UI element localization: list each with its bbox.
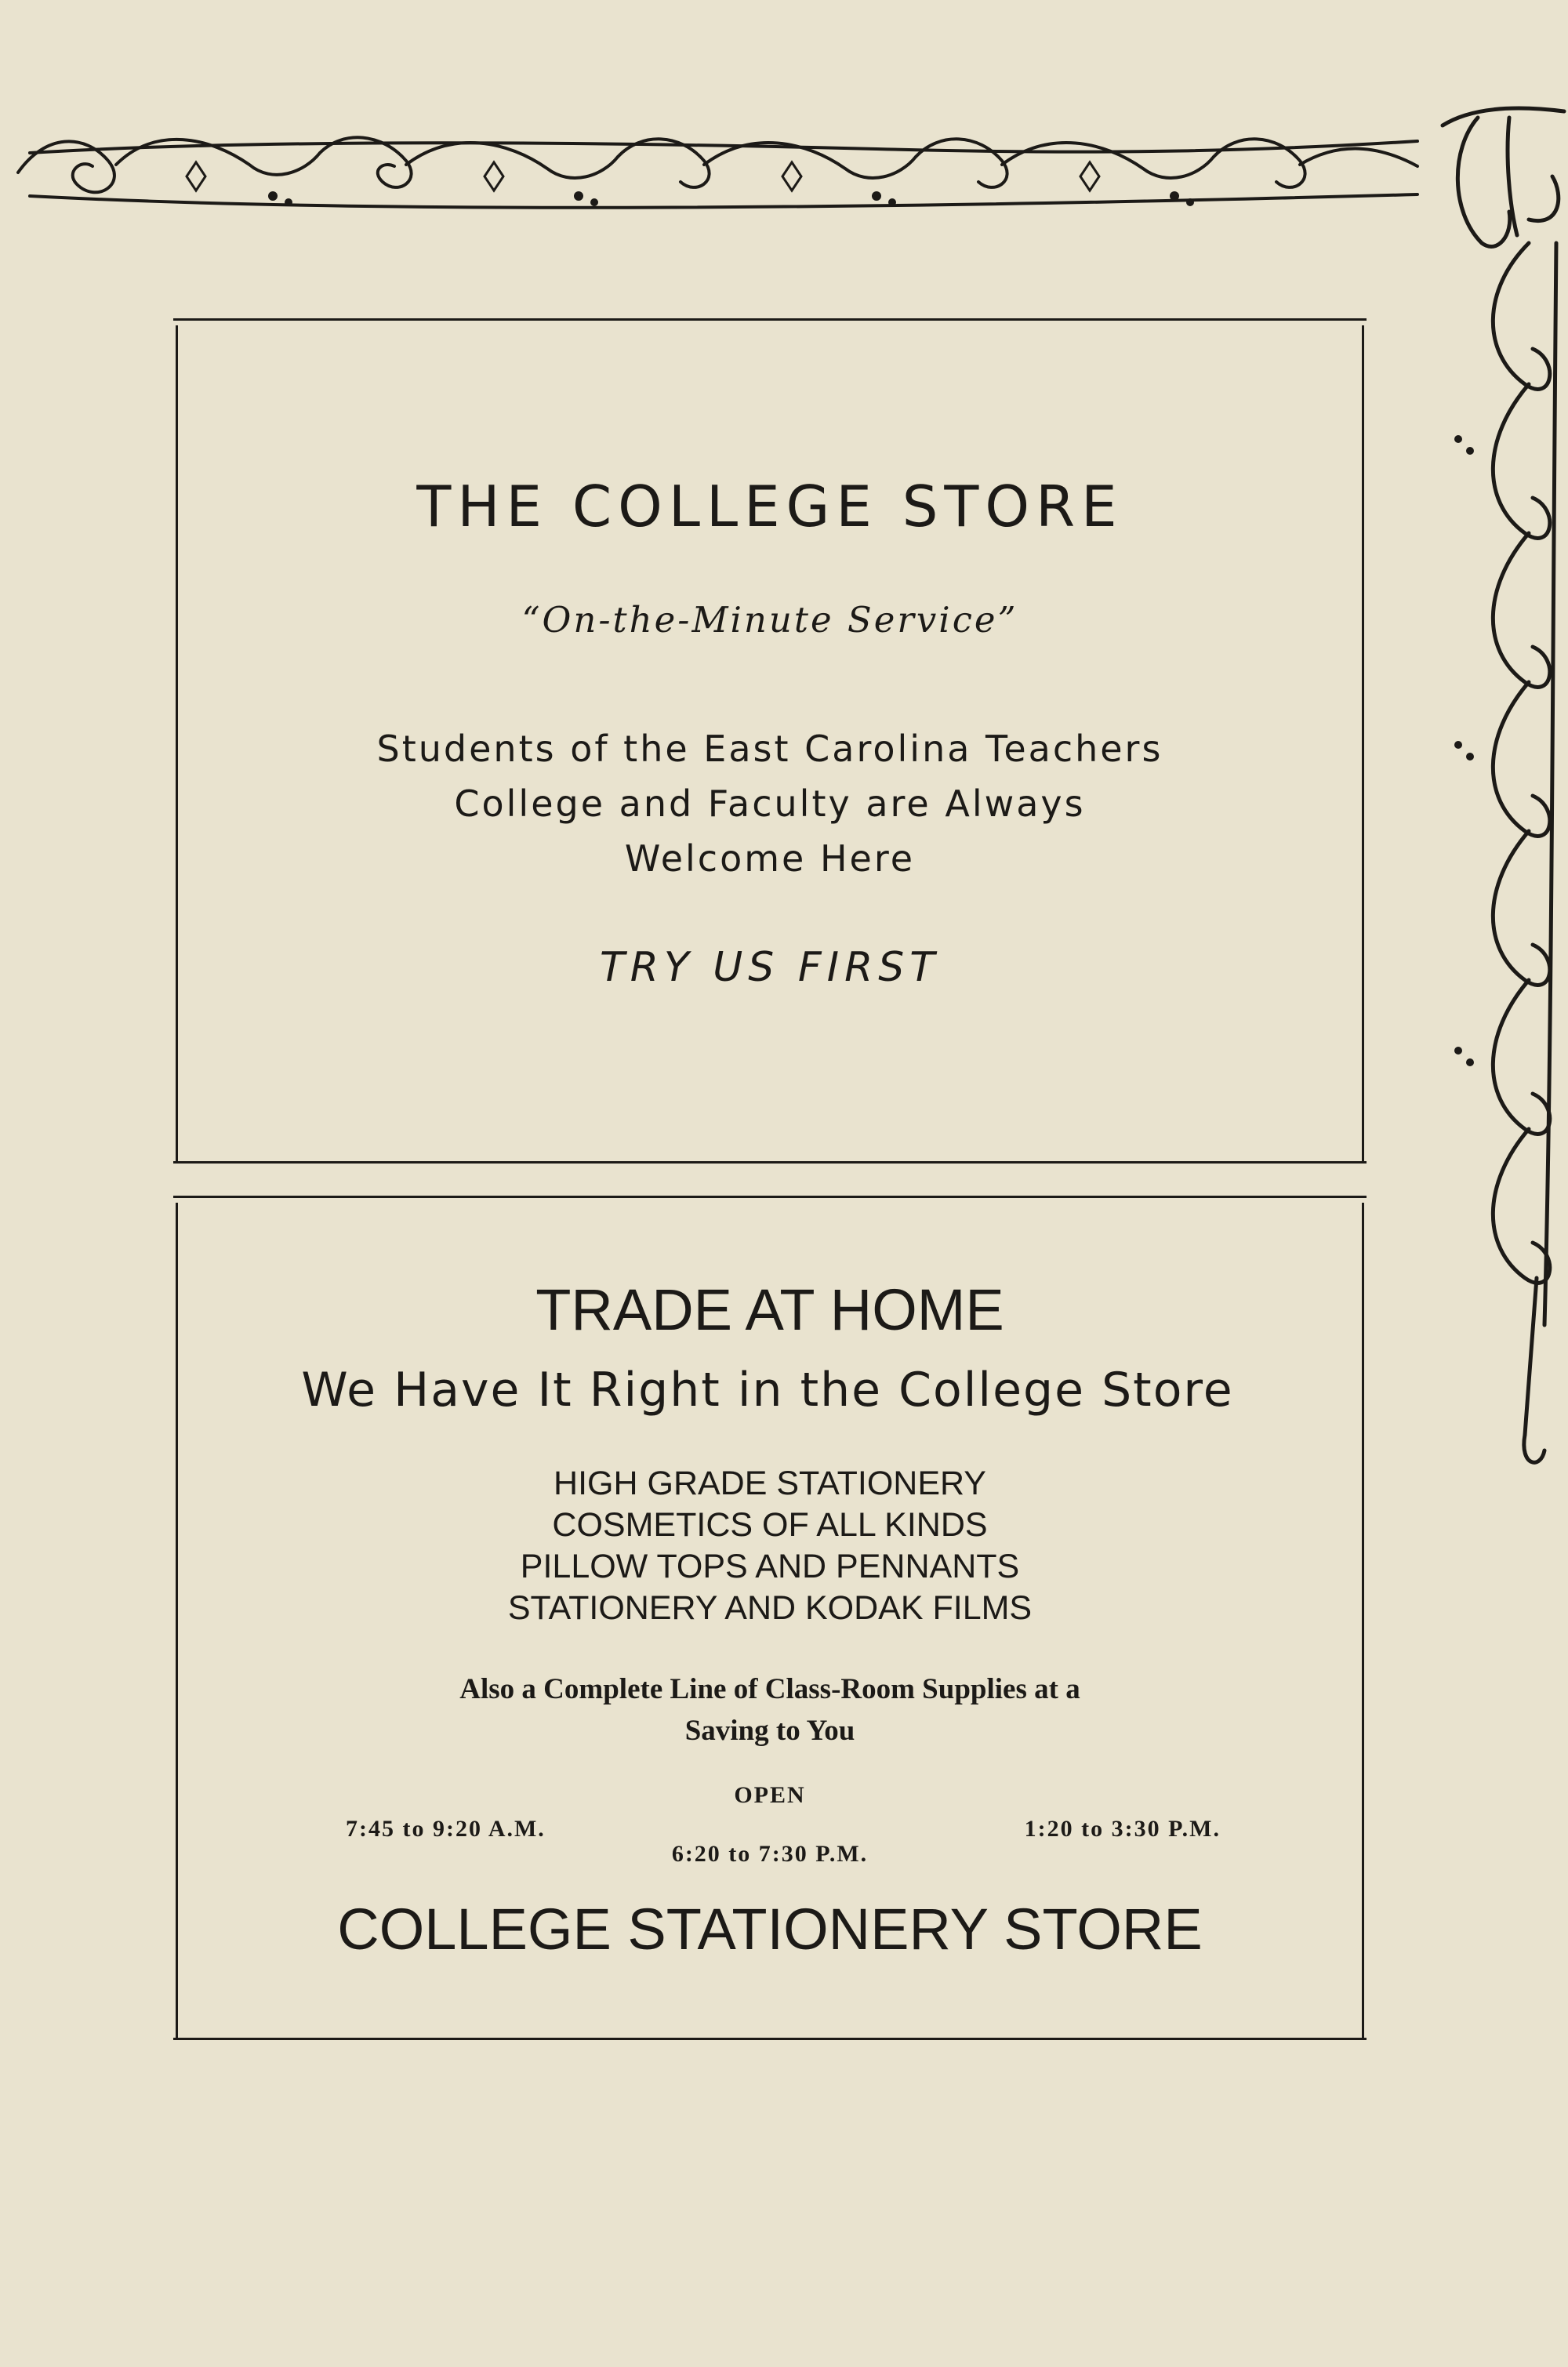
product-list-item: PILLOW TOPS AND PENNANTS <box>520 1548 1020 1585</box>
ad-tagline: “On-the-Minute Service” <box>521 599 1018 641</box>
product-list-item: COSMETICS OF ALL KINDS <box>552 1506 988 1544</box>
morning-hours: 7:45 to 9:20 A.M. <box>346 1816 546 1842</box>
hours-label: OPEN <box>734 1782 806 1808</box>
product-list-item: STATIONERY AND KODAK FILMS <box>507 1589 1033 1627</box>
store-name: COLLEGE STATIONERY STORE <box>337 1897 1203 1962</box>
welcome-line: College and Faculty are Always <box>454 782 1086 825</box>
call-to-action: TRY US FIRST <box>600 944 940 991</box>
top-scroll-ornament <box>14 118 1425 220</box>
afternoon-hours: 1:20 to 3:30 P.M. <box>1024 1816 1221 1842</box>
welcome-line: Students of the East Carolina Teachers <box>376 728 1163 770</box>
welcome-line: Welcome Here <box>624 837 916 880</box>
decorative-drop-cap-border <box>1435 102 1568 1513</box>
stationery-store-advertisement <box>173 1196 1367 2040</box>
ad-heading: TRADE AT HOME <box>535 1277 1004 1342</box>
supplies-line: Saving to You <box>684 1715 855 1747</box>
ad-subheading: We Have It Right in the College Store <box>301 1363 1234 1418</box>
evening-hours: 6:20 to 7:30 P.M. <box>671 1841 869 1867</box>
supplies-line: Also a Complete Line of Class-Room Supplies at a <box>459 1673 1080 1705</box>
product-list-item: HIGH GRADE STATIONERY <box>554 1465 986 1502</box>
ad-title: THE COLLEGE STORE <box>416 474 1123 539</box>
college-store-advertisement <box>173 318 1367 1164</box>
